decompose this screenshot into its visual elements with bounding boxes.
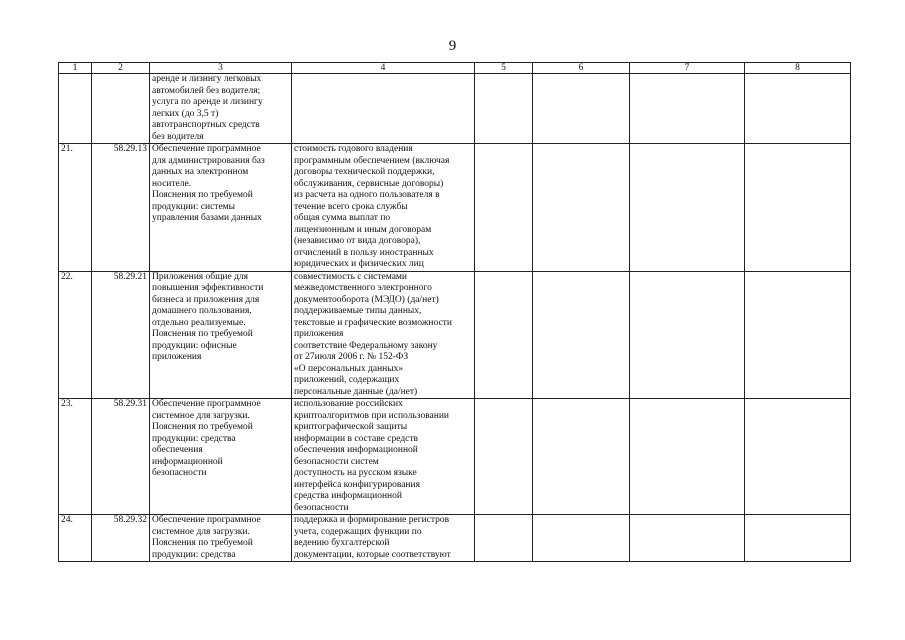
- characteristic-line: безопасности систем: [294, 456, 379, 467]
- product-name-line: управления базами данных: [152, 213, 262, 223]
- product-name-line: Пояснения по требуемой: [152, 538, 253, 548]
- characteristic-line: от 27июля 2006 г. № 152-ФЗ: [294, 352, 409, 362]
- product-name-line: носителе.: [152, 178, 192, 189]
- characteristic-line: договоры технической поддержки,: [294, 167, 435, 177]
- row-number-cell: 24.: [59, 515, 92, 562]
- row-number-cell: [59, 74, 92, 144]
- characteristic-line: лицензионным и иным договорам: [294, 224, 432, 235]
- characteristic-line: учета, содержащих функции по: [294, 526, 422, 537]
- unit-name-cell: [533, 271, 630, 399]
- characteristic-cell: [292, 399, 475, 515]
- product-name-line: продукции: системы: [152, 201, 236, 212]
- header-cell-8: 8: [745, 63, 851, 74]
- unit-cell: [475, 144, 533, 272]
- characteristic-cell: [292, 271, 475, 399]
- unit-cell: [475, 271, 533, 399]
- characteristic-line: средства информационной: [294, 491, 402, 501]
- product-name-line: Пояснения по требуемой: [152, 422, 253, 432]
- header-cell-2: 2: [92, 63, 150, 74]
- product-name-cell: [150, 271, 292, 399]
- characteristic-cell: [292, 515, 475, 562]
- header-cell-5: 5: [475, 63, 533, 74]
- product-name-cell: [150, 144, 292, 272]
- table-row: [59, 271, 851, 399]
- unit-name-cell: [533, 399, 630, 515]
- product-name-line: информационной: [152, 456, 223, 467]
- product-name-line: Пояснения по требуемой: [152, 190, 253, 200]
- product-name-cell: [150, 515, 292, 562]
- product-name-line: домашнего пользования,: [152, 306, 252, 316]
- header-cell-6: 6: [533, 63, 630, 74]
- characteristic-line: интерфейса конфигурирования: [294, 479, 420, 490]
- characteristic-line: документооборота (МЭДО) (да/нет): [294, 294, 439, 305]
- product-name-line: данных на электронном: [152, 167, 249, 177]
- characteristic-line: течение всего срока службы: [294, 201, 408, 212]
- requirement-value-cell: [630, 515, 745, 562]
- characteristic-line: поддержка и формирование регистров: [294, 515, 450, 525]
- row-number-cell: 22.: [59, 271, 92, 399]
- product-name-line: аренде и лизингу легковых: [152, 74, 262, 84]
- characteristic-line: (независимо от вида договора),: [294, 236, 421, 246]
- product-name-line: автотранспортных средств: [152, 120, 260, 130]
- product-name-line: продукции: средства: [152, 433, 236, 444]
- product-name-line: повышения эффективности: [152, 283, 264, 293]
- characteristic-line: доступность на русском языке: [294, 468, 417, 478]
- product-name-line: без водителя: [152, 131, 204, 142]
- characteristic-line: общая сумма выплат по: [294, 213, 391, 223]
- characteristic-line: стоимость годового владения: [294, 144, 413, 154]
- characteristic-line: «О персональных данных»: [294, 363, 404, 374]
- table-row: [59, 144, 851, 272]
- product-name-line: приложения: [152, 352, 202, 362]
- header-cell-1: 1: [59, 63, 92, 74]
- characteristic-line: информации в составе средств: [294, 433, 419, 444]
- product-name-line: для администрирования баз: [152, 155, 265, 166]
- product-name-line: системное для загрузки.: [152, 410, 250, 421]
- characteristic-line: криптоалгоритмов при использовании: [294, 410, 450, 421]
- product-name-line: Обеспечение программное: [152, 399, 261, 409]
- table-row: [59, 515, 851, 562]
- requirement-value-cell: [630, 399, 745, 515]
- characteristic-value-cell: [745, 74, 851, 144]
- row-number-cell: 23.: [59, 399, 92, 515]
- product-name-line: продукции: средства: [152, 549, 236, 560]
- characteristic-line: текстовые и графические возможности: [294, 317, 452, 328]
- characteristic-line: приложения: [294, 329, 344, 339]
- header-cell-4: 4: [292, 63, 475, 74]
- characteristic-cell: [292, 144, 475, 272]
- characteristic-line: межведомственного электронного: [294, 283, 432, 293]
- okpd-code-cell: [92, 74, 150, 144]
- header-cell-7: 7: [630, 63, 745, 74]
- characteristic-line: криптографической защиты: [294, 422, 408, 432]
- characteristic-line: приложений, содержащих: [294, 375, 400, 385]
- product-name-cell: [150, 74, 292, 144]
- characteristic-line: использование российских: [294, 399, 403, 409]
- product-name-line: Обеспечение программное: [152, 515, 261, 525]
- product-name-line: Пояснения по требуемой: [152, 329, 253, 339]
- characteristic-value-cell: [745, 515, 851, 562]
- row-number-cell: 21.: [59, 144, 92, 272]
- product-name-line: отдельно реализуемые.: [152, 317, 246, 328]
- requirement-value-cell: [630, 271, 745, 399]
- okpd-code-cell: 58.29.31: [92, 399, 150, 515]
- okpd-code-cell: 58.29.32: [92, 515, 150, 562]
- table-row: [59, 74, 851, 144]
- unit-name-cell: [533, 144, 630, 272]
- product-name-line: услуга по аренде и лизингу: [152, 97, 263, 107]
- product-name-line: легких (до 3,5 т): [152, 108, 219, 119]
- characteristic-line: отчислений в пользу иностранных: [294, 247, 434, 258]
- unit-name-cell: [533, 74, 630, 144]
- characteristic-line: юридических и физических лиц: [294, 259, 424, 269]
- characteristic-line: обеспечения информационной: [294, 445, 418, 455]
- product-name-line: обеспечения: [152, 445, 203, 455]
- product-name-cell: [150, 399, 292, 515]
- unit-cell: [475, 399, 533, 515]
- product-name-line: Приложения общие для: [152, 271, 249, 282]
- characteristic-value-cell: [745, 399, 851, 515]
- unit-cell: [475, 515, 533, 562]
- product-name-line: системное для загрузки.: [152, 526, 250, 537]
- characteristic-line: обслуживания, сервисные договоры): [294, 178, 444, 189]
- characteristic-line: поддерживаемые типы данных,: [294, 306, 422, 316]
- requirement-value-cell: [630, 144, 745, 272]
- product-name-line: продукции: офисные: [152, 340, 237, 351]
- characteristic-line: программным обеспечением (включая: [294, 155, 450, 166]
- unit-cell: [475, 74, 533, 144]
- table-row: [59, 399, 851, 515]
- unit-name-cell: [533, 515, 630, 562]
- product-name-line: бизнеса и приложения для: [152, 294, 260, 305]
- characteristic-line: совместимость с системами: [294, 271, 408, 282]
- characteristic-line: безопасности: [294, 502, 349, 513]
- header-cell-3: 3: [150, 63, 292, 74]
- characteristic-line: документации, которые соответствуют: [294, 549, 451, 560]
- page-number: 9: [448, 38, 457, 54]
- characteristic-line: из расчета на одного пользователя в: [294, 190, 440, 200]
- characteristic-cell: [292, 74, 475, 144]
- header-row: [59, 63, 851, 74]
- characteristic-value-cell: [745, 144, 851, 272]
- characteristic-value-cell: [745, 271, 851, 399]
- okpd-code-cell: 58.29.13: [92, 144, 150, 272]
- characteristic-line: ведению бухгалтерской: [294, 538, 390, 548]
- characteristic-line: соответствие Федеральному закону: [294, 340, 438, 351]
- product-name-line: Обеспечение программное: [152, 144, 261, 154]
- okpd-code-cell: 58.29.21: [92, 271, 150, 399]
- product-name-line: безопасности: [152, 468, 207, 478]
- procurement-requirements-table: [58, 62, 851, 562]
- product-name-line: автомобилей без водителя;: [152, 85, 261, 96]
- requirement-value-cell: [630, 74, 745, 144]
- characteristic-line: персональные данные (да/нет): [294, 386, 418, 397]
- table-body: [59, 63, 851, 562]
